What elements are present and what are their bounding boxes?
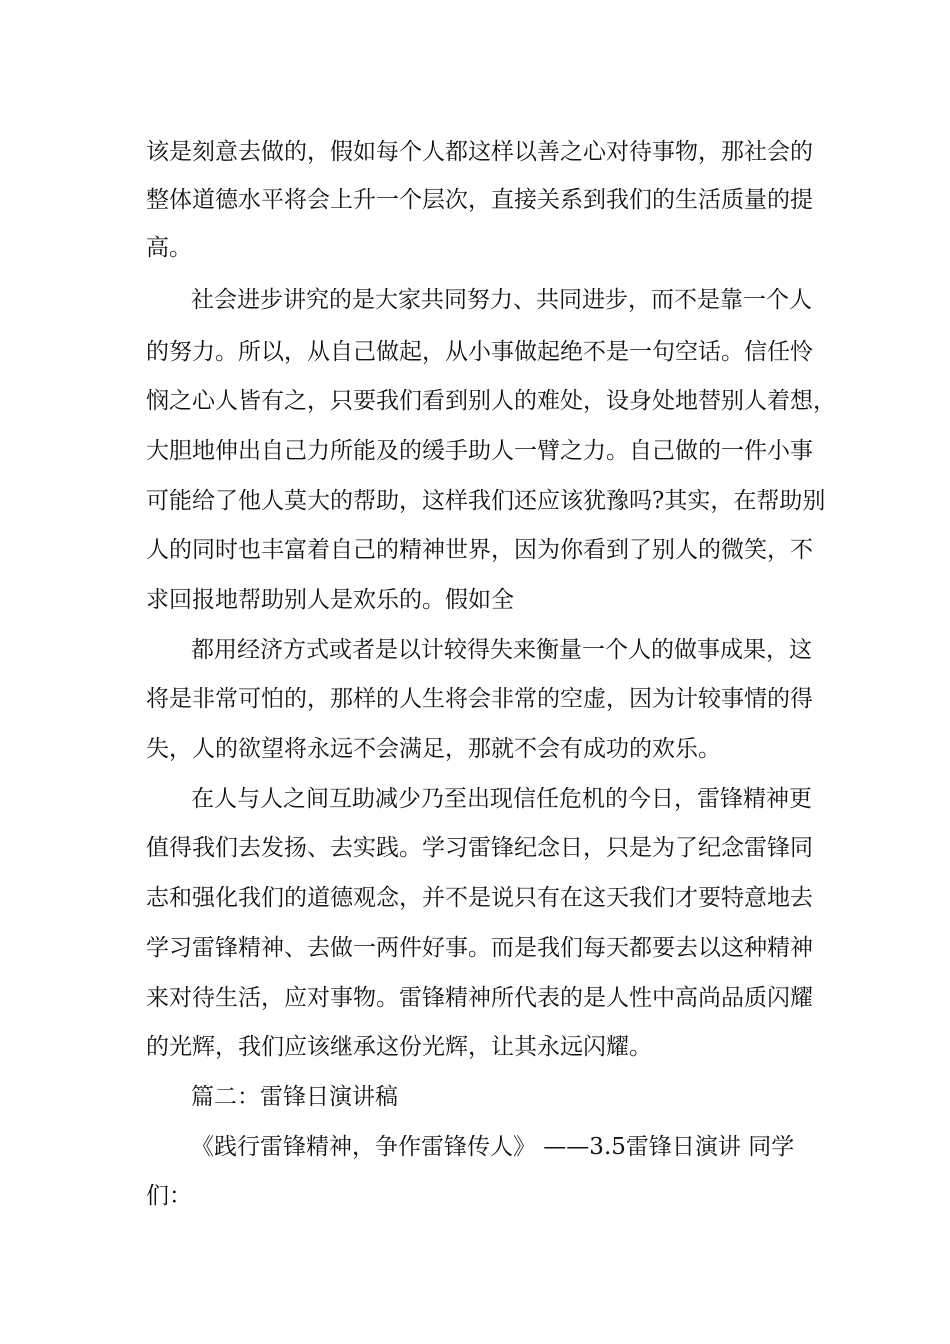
text-line: 值得我们去发扬、去实践。学习雷锋纪念日，只是为了纪念雷锋同 [146, 835, 813, 861]
text-line: 将是非常可怕的，那样的人生将会非常的空虚，因为计较事情的得 [146, 686, 813, 712]
section-heading: 篇二：雷锋日演讲稿 [191, 1084, 398, 1110]
text-line: 该是刻意去做的，假如每个人都这样以善之心对待事物，那社会的 [146, 139, 813, 165]
text-line: 整体道德水平将会上升一个层次，直接关系到我们的生活质量的提 [146, 187, 813, 213]
text-line: 的光辉，我们应该继承这份光辉，让其永远闪耀。 [146, 1034, 652, 1060]
text-line: 来对待生活，应对事物。雷锋精神所代表的是人性中高尚品质闪耀 [146, 985, 813, 1011]
text-line: 志和强化我们的道德观念，并不是说只有在这天我们才要特意地去 [146, 885, 813, 911]
text-line: 悯之心人皆有之，只要我们看到别人的难处，设身处地替别人着想， [146, 388, 836, 414]
speech-title-line: 《践行雷锋精神，争作雷锋传人》 ——3.5雷锋日演讲 同学 [191, 1134, 795, 1160]
text-line: 的努力。所以，从自己做起，从小事做起绝不是一句空话。信任怜 [146, 339, 813, 365]
text-line: 学习雷锋精神、去做一两件好事。而是我们每天都要去以这种精神 [146, 935, 813, 961]
text-line: 人的同时也丰富着自己的精神世界，因为你看到了别人的微笑，不 [146, 537, 813, 563]
text-line: 都用经济方式或者是以计较得失来衡量一个人的做事成果，这 [191, 637, 812, 663]
text-line: 大胆地伸出自己力所能及的缓手助人一臂之力。自己做的一件小事 [146, 438, 813, 464]
text-line: 可能给了他人莫大的帮助，这样我们还应该犹豫吗?其实，在帮助别 [146, 488, 826, 514]
text-line: 们： [146, 1183, 192, 1209]
text-line: 求回报地帮助别人是欢乐的。假如全 [146, 587, 514, 613]
text-line: 失，人的欲望将永远不会满足，那就不会有成功的欢乐。 [146, 736, 721, 762]
text-line: 在人与人之间互助减少乃至出现信任危机的今日，雷锋精神更 [191, 786, 812, 812]
text-line: 高。 [146, 235, 192, 261]
text-line: 社会进步讲究的是大家共同努力、共同进步，而不是靠一个人 [191, 287, 812, 313]
